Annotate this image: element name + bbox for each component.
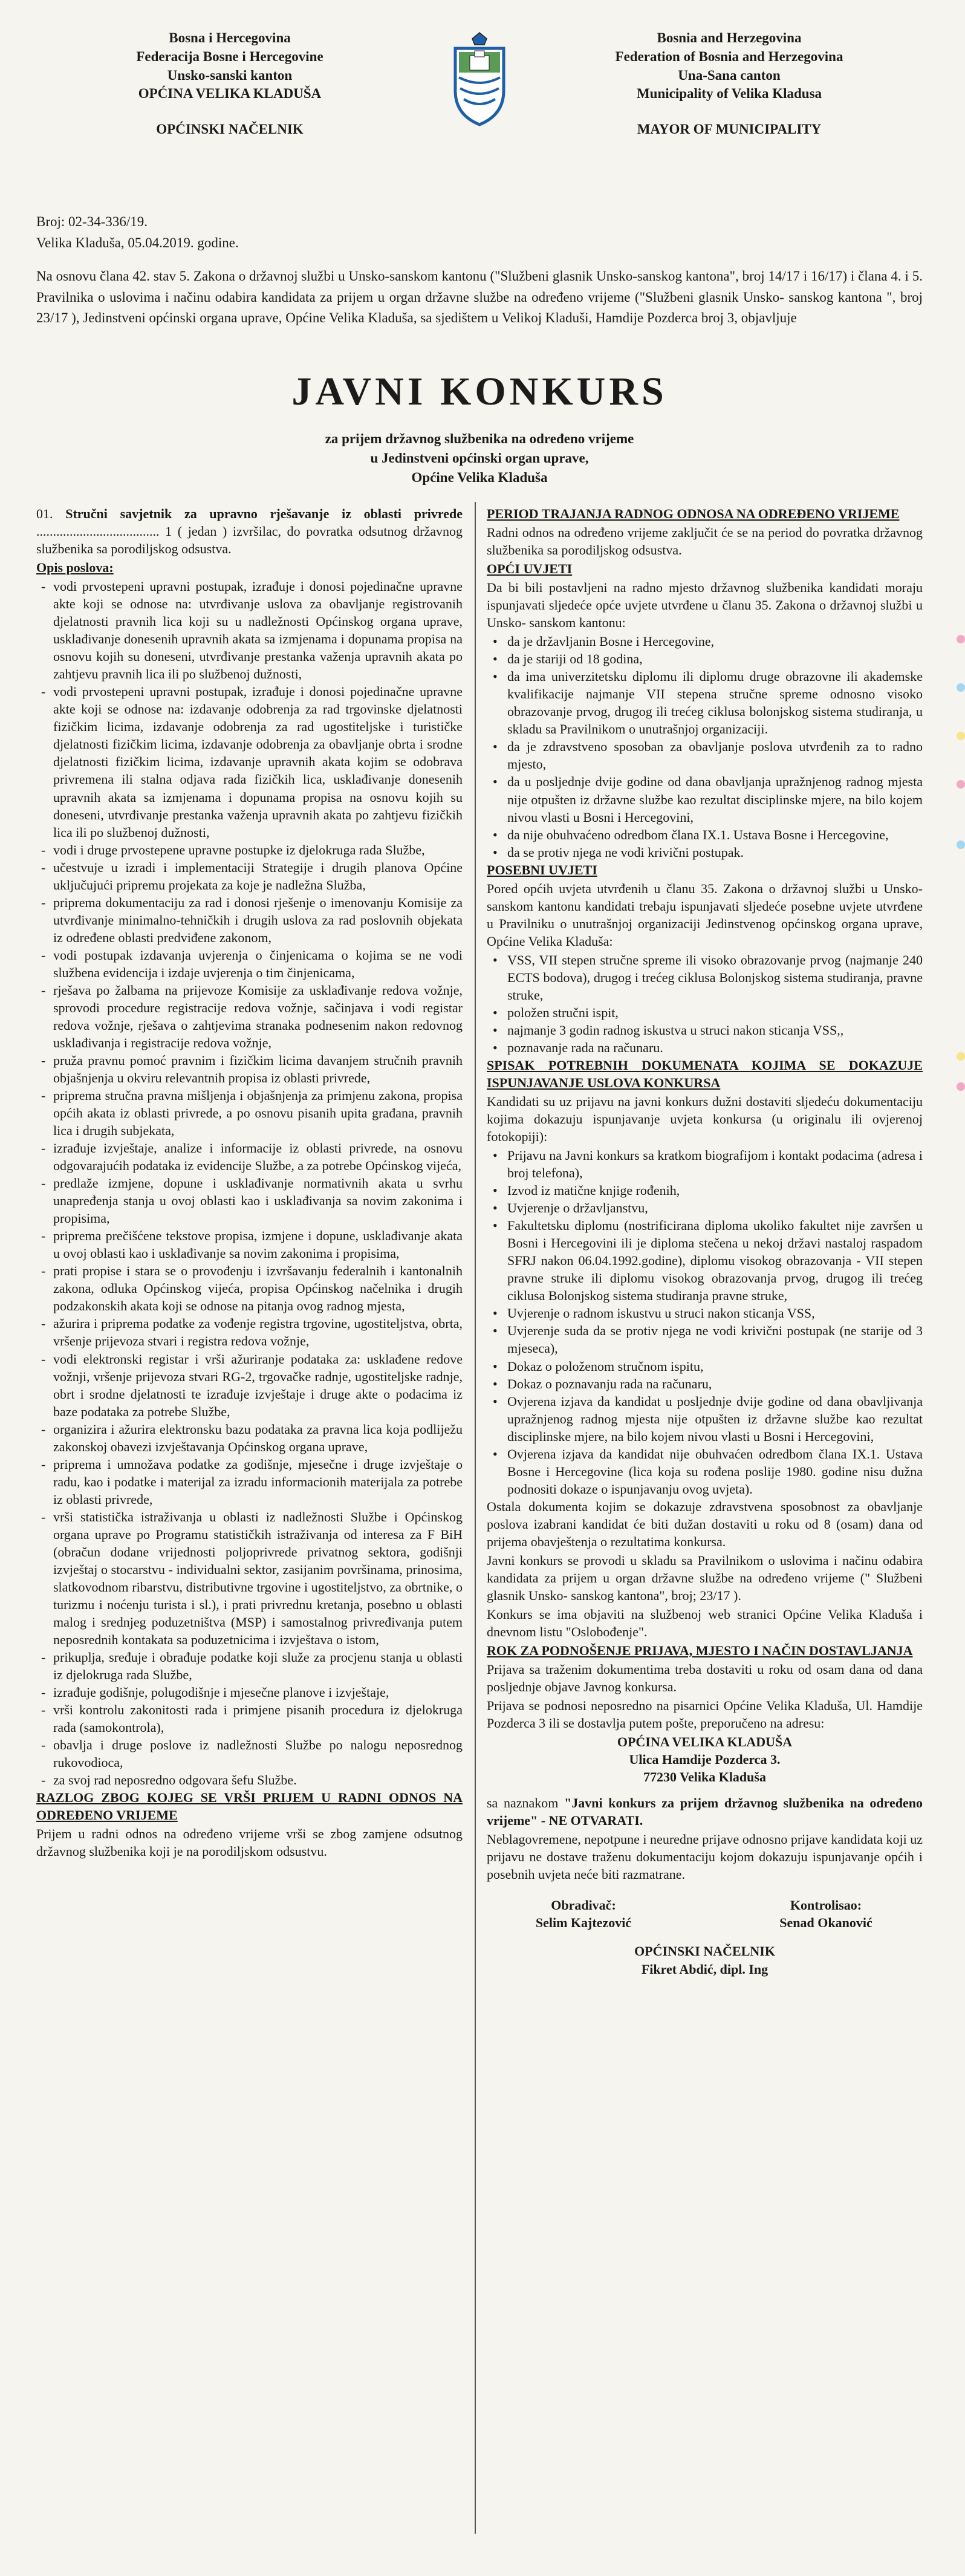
mayor-name: Fikret Abdić, dipl. Ing (641, 1961, 768, 1977)
general-conditions-intro: Da bi bili postavljeni na radno mjesto državnog službenika kandidati moraju ispunjavati sljedeće opće uvjete utvrđene u članu 35. Zakona o državnoj službi u Unsko- sanskom kantonu: (487, 580, 923, 631)
position-number: 01. (36, 506, 53, 521)
print-registration-dot (957, 635, 965, 643)
newspaper-page (36, 18, 923, 2558)
deadline-heading: ROK ZA PODNOŠENJE PRIJAVA, MJESTO I NAČIN DOSTAVLJANJA (487, 1643, 913, 1658)
documents-heading: SPISAK POTREBNIH DOKUMENATA KOJIMA SE DOKAZUJE ISPUNJAVANJE USLOVA KONKURSA (487, 1057, 923, 1090)
header-left-role: OPĆINSKI NAČELNIK (156, 122, 304, 137)
duty-item: - obavlja i druge poslove iz nadležnosti Službe po nalogu neposrednog rukovodioca, (36, 1736, 463, 1771)
duty-item: - pruža pravnu pomoć pravnim i fizičkim licima davanjem stručnih pravnih objašnjenja u okviru relevantnih propisa iz oblasti privrede, (36, 1052, 463, 1087)
period-heading: PERIOD TRAJANJA RADNOG ODNOSA NA ODREĐENO VRIJEME (487, 506, 900, 521)
signatures (487, 1896, 923, 1931)
duty-item: - izrađuje godišnje, polugodišnje i mjesečne planove i izvještaje, (36, 1683, 463, 1701)
document-item: • Ovjerena izjava da kandidat nije obuhvaćen odredbom člana IX.1. Ustava Bosne i Hercegovine (lica koja su rođena poslije 1980. godine nisu dužna podnositi dokaze o ispunjavanju ovog uvjeta). (487, 1445, 923, 1498)
special-conditions-list (487, 951, 923, 1056)
document-header (36, 18, 923, 200)
duty-item: - vodi prvostepeni upravni postupak, izrađuje i donosi pojedinačne upravne akte koji se odnose na: utvrđivanje uslova za obavljanje registrovanih djelatnosti pravnih lica koji su u nadležnosti Općinskog organa uprave, usklađivanje donesenih upravnih akata sa izmjenama i dopunama propisa na osnovu kojih su doneseni, utvrđivanje prestanka važenja upravnih akata po zahtjevu pravnih lica ili po službenoj dužnosti, (36, 577, 463, 683)
signature-label: Kontrolisao: (790, 1898, 862, 1913)
print-registration-dot (957, 780, 965, 789)
print-registration-dot (957, 683, 965, 692)
duties-heading: Opis poslova: (36, 560, 114, 576)
page-subtitle (278, 429, 681, 488)
document-item: • Prijavu na Javni konkurs sa kratkom biografijom i kontakt podacima (adresa i broj telefona), (487, 1147, 923, 1182)
municipality-crest-icon (449, 30, 510, 127)
duty-item: - izrađuje izvještaje, analize i informacije iz oblasti privrede, na osnovu odgovarajućih podataka iz evidencije Službe, a za potrebe Općinskog vijeća, (36, 1139, 463, 1174)
position-paragraph (36, 505, 463, 558)
duties-list (36, 577, 463, 1789)
header-left-line: Bosna i Hercegovina (169, 30, 291, 45)
right-column (487, 505, 923, 1978)
duty-item: - vodi i druge prvostepene upravne postupke iz djelokruga rada Službe, (36, 841, 463, 859)
envelope-note (487, 1794, 923, 1829)
document-meta (36, 212, 923, 253)
subtitle-line: Općine Velika Kladuša (411, 470, 548, 486)
duty-item: - rješava po žalbama na prijevoze Komisije za usklađivanje redova vožnje, sprovodi procedure registracije redova vožnje, sačinjava i vodi registar redova vožnje, rješava o zahtjevima stranaka podnesenim nakon redovnog usklađivanja i registracije redova vožnje, (36, 981, 463, 1052)
document-item: • Fakultetsku diplomu (nostrificirana diploma ukoliko fakultet nije završen u Bosni i Hercegovini ili je diploma stečena u nekoj državi nastaloj raspadom SFRJ nakon 06.04.1992.godine), diplomu visokog obrazovanja - VII stepen pravne struke ili diplomu visokog obrazovanja prvog, drugog ili trećeg ciklusa Bolonjskog sistema studiranja pravne struke, (487, 1217, 923, 1304)
mayor-signature (487, 1942, 923, 1977)
header-left-line: Unsko-sanski kanton (167, 67, 293, 83)
address-line: Ulica Hamdije Pozderca 3. (629, 1752, 781, 1768)
general-condition-item: • da se protiv njega ne vodi krivični postupak. (487, 844, 923, 861)
duty-item: - prati propise i stara se o provođenju i izvršavanju federalnih i kantonalnih zakona, odluka Općinskog vijeća, propisa Općinskog načelnika i drugih podzakonskih akata koji se odnose na pitanja ovog radnog mjesta, (36, 1262, 463, 1315)
mayor-role: OPĆINSKI NAČELNIK (634, 1943, 775, 1959)
duty-item: - priprema prečišćene tekstove propisa, izmjene i dopune, usklađivanje akata u ovoj oblasti kao i usklađivanje sa novim zakonima i propisima, (36, 1227, 463, 1262)
document-item: • Uvjerenje suda da se protiv njega ne vodi krivični postupak (ne starije od 3 mjeseca), (487, 1322, 923, 1357)
address-line: OPĆINA VELIKA KLADUŠA (617, 1734, 793, 1750)
header-right-line: Municipality of Velika Kladusa (636, 86, 822, 102)
special-condition-item: • najmanje 3 godin radnog iskustva u struci nakon sticanja VSS,, (487, 1021, 923, 1039)
print-registration-dot (957, 732, 965, 740)
mailing-address (487, 1733, 923, 1786)
signature-name: Selim Kajtezović (535, 1915, 632, 1931)
period-text: Radni odnos na određeno vrijeme zaključit će se na period do povratka državnog službenika sa porodiljskog odsustva. (487, 525, 923, 558)
print-registration-dot (957, 1052, 965, 1061)
documents-note: Javni konkurs se provodi u skladu sa Pravilnikom o uslovima i načinu odabira kandidata za prijem u organ državne službe na određeno vrijeme (" Službeni glasnik Unsko- sanskog kantona", broj; 23/17 ). (487, 1552, 923, 1603)
special-condition-item: • poznavanje rada na računaru. (487, 1039, 923, 1056)
header-left-line: Federacija Bosne i Hercegovine (136, 48, 323, 64)
reason-heading: RAZLOG ZBOG KOJEG SE VRŠI PRIJEM U RADNI ODNOS NA ODREĐENO VRIJEME (36, 1790, 463, 1823)
general-condition-item: • da je zdravstveno sposoban za obavljanje poslova utvrđenih za to radno mjesto, (487, 738, 923, 773)
duty-item: - vodi postupak izdavanja uvjerenja o činjenicama o kojima se ne vodi službena evidencija i izdaje uvjerenja o tim činjenicama, (36, 946, 463, 981)
reason-text: Prijem u radni odnos na određeno vrijeme vrši se zbog zamjene odsutnog državnog službenika koji je na porodiljskom odsustvu. (36, 1826, 463, 1859)
general-conditions-list (487, 633, 923, 860)
print-registration-dot (957, 1082, 965, 1091)
position-rest: ..................................... 1 ( jedan ) izvršilac, do povratka odsutnog državnog službenika sa porodiljskog odsustva. (36, 524, 463, 557)
print-registration-dot (957, 841, 965, 849)
document-item: • Uvjerenje o državljanstvu, (487, 1199, 923, 1217)
general-condition-item: • da u posljednje dvije godine od dana obavljanja upražnjenog radnog mjesta nije otpušten iz državne službe kao rezultat disciplinske mjere, na bilo kojem nivou vlasti u Bosni i Hercegovini, (487, 773, 923, 825)
envelope-note-prefix: sa naznakom (487, 1795, 565, 1811)
special-condition-item: • VSS, VII stepen stručne spreme ili visoko obrazovanje prvog (najmanje 240 ECTS bodova), drugog i trećeg ciklusa Bolonjskog sistema studiranja, pravne struke, (487, 951, 923, 1004)
intro-paragraph: Na osnovu člana 42. stav 5. Zakona o državnoj službi u Unsko-sanskom kantonu ("Službeni glasnik Unsko-sanskog kantona", broj 14/17 i 16/17) i člana 4. i 5. Pravilnika o uslovima i načinu odabira kandidata za prijem u organ državne službe na određeno vrijeme ("Službeni glasnik Unsko- sanskog kantona ", broj 23/17 ), Jedinstveni općinski organa uprave, Općine Velika Kladuša, sa sjedištem u Velikoj Kladuši, Hamdije Pozderca broj 3, objavljuje (36, 268, 923, 325)
general-condition-item: • da je stariji od 18 godina, (487, 650, 923, 668)
position-title: Stručni savjetnik za upravno rješavanje iz oblasti privrede (65, 506, 463, 521)
duty-item: - vrši statistička istraživanja u oblasti iz nadležnosti Službe i Općinskog organa uprave po Programu statističkih istraživanja od interesa za F BiH (obračun dodane vrijednosti poljoprivrede privatnog sektora, godišnji izvještaj o stocarstvu - individualni sektor, zasijanim površinama, prinosima, slatkovodnom ribarstvu, distributivne trgovine i ugostiteljstvo, za obrtnike, o turizmu i noćenju turista i sl.), i prati privrednu kretanja, posebno u oblasti malog i srednjeg poduzetništva (MSP) i samostalnog privređivanja putem neposrednih kontakata sa poduzetnicima i izvještava o istom, (36, 1508, 463, 1648)
duty-item: - prikuplja, sređuje i obrađuje podatke koji služe za procjenu stanja u oblasti iz djelokruga rada Službe, (36, 1648, 463, 1683)
duty-item: - priprema stručna pravna mišljenja i objašnjenja za primjenu zakona, propisa općih akata iz oblasti privrede, a po osnovu pisanih upita građana, pravnih lica i drugih subjekata, (36, 1087, 463, 1139)
general-condition-item: • da nije obuhvaćeno odredbom člana IX.1. Ustava Bosne i Hercegovine, (487, 826, 923, 844)
deadline-text: Prijava sa traženim dokumentima treba dostaviti u roku od osam dana od dana posljednje objave Javnog konkursa. (487, 1662, 923, 1695)
signature-name: Senad Okanović (779, 1915, 872, 1931)
left-column (36, 505, 463, 1861)
duty-item: - organizira i ažurira elektronsku bazu podataka za pravna lica koja podliježu zakonskoj obavezi izvještavanja Općinskog organa uprave, (36, 1420, 463, 1456)
duty-item: - za svoj rad neposredno odgovara šefu Službe. (36, 1771, 463, 1789)
special-condition-item: • položen stručni ispit, (487, 1004, 923, 1021)
duty-item: - predlaže izmjene, dopune i usklađivanje normativnih akata u svrhu unapređenja stanja u ovoj oblasti kao i usklađivanja sa novim zakonima i propisima, (36, 1174, 463, 1227)
header-right-line: Una-Sana canton (678, 67, 781, 83)
duty-item: - učestvuje u izradi i implementaciji Strategije i drugih planova Općine uključujući pripremu projekata za koje je nadležna Služba, (36, 859, 463, 894)
general-condition-item: • da ima univerzitetsku diplomu ili diplomu druge obrazovne ili akademske kvalifikacije najmanje VII stepena stručne spreme odnosno visoko obrazovanje prvog, drugog ili trećeg ciklusa bolonjskog sistema studiranja, u skladu sa Pravilnikom o unutrašnjoj organizaciji. (487, 668, 923, 738)
documents-list (487, 1147, 923, 1498)
documents-note: Konkurs se ima objaviti na službenoj web stranici Općine Velika Kladuša i dnevnom listu "Oslobođenje". (487, 1606, 923, 1639)
document-date: Velika Kladuša, 05.04.2019. godine. (36, 235, 239, 250)
documents-intro: Kandidati su uz prijavu na javni konkurs dužni dostaviti sljedeću dokumentaciju kojima dokazuju ispunjavanje uvjeta konkursa (u originalu ili ovjerenoj fotokopiji): (487, 1094, 923, 1145)
signature-controlled (729, 1896, 923, 1931)
documents-note: Ostala dokumenta kojim se dokazuje zdravstvena sposobnost za obavljanje poslova izabrani kandidat će biti dužan dostaviti u roku od 8 (osam) dana od prijema obavještenja o rezultatima konkursa. (487, 1498, 923, 1549)
duty-item: - priprema dokumentaciju za rad i donosi rješenje o imenovanju Komisije za utvrđivanje minimalno-tehničkih i drugih uslova za rad poslovnih objekata iz određene oblasti predviđene zakonom, (36, 894, 463, 946)
general-conditions-heading: OPĆI UVJETI (487, 561, 573, 577)
header-left-block (60, 29, 399, 139)
subtitle-line: za prijem državnog službenika na određeno vrijeme (325, 431, 634, 446)
document-item: • Uvjerenje o radnom iskustvu u struci nakon sticanja VSS, (487, 1304, 923, 1322)
signature-processed (487, 1896, 680, 1931)
duty-item: - vodi prvostepeni upravni postupak, izrađuje i donosi pojedinačne upravne akte koji se odnose na: izdavanje odobrenja za rad trgovinske djelatnosti fizičkim licima, izdavanje odobrenja za rad ugostiteljske i turističke djelatnosti fizičkim licima, izdavanje odobrenja za obavljanje obrta i srodne djelatnosti fizičkim licima, izdavanje upravnih akata kojim se odobrava privremena ili stalna odjava rada fizičkih lica, usklađivanje donesenih upravnih akata sa izmjenama i dopunama propisa na osnovu kojih su doneseni, utvrđivanje prestanka važenja upravnih akata po zahtjevu fizičkih lica ili po službenoj dužnosti, (36, 683, 463, 841)
duty-item: - vodi elektronski registar i vrši ažuriranje podataka za: usklađene redove vožnji, vršenje prijevoza stvari RG-2, trgovačke radnje, ugostiteljske radnje, obrt i srodne djelatnosti te izrađuje izvještaje i druge akte o podacima iz baze podataka za potrebe Službe, (36, 1350, 463, 1420)
document-item: • Dokaz o poznavanju rada na računaru, (487, 1375, 923, 1393)
document-item: • Ovjerena izjava da kandidat u posljednje dvije godine od dana obavljivanja upražnjenog radnog mjesta nije otpušten iz državne službe kao rezultat disciplinske mjere, na bilo kojem nivou vlasti u Bosni i Hercegovini, (487, 1393, 923, 1445)
special-conditions-intro: Pored općih uvjeta utvrđenih u članu 35. Zakona o državnoj službi u Unsko-sanskom kantonu kandidati trebaju ispunjavati sljedeće posebne uvjete utvrđene u Pravilniku o unutrašnjoj organizaciji Jedinstvenog općinskog organa uprave, Općine Velika Kladuša: (487, 880, 923, 949)
header-left-line: OPĆINA VELIKA KLADUŠA (138, 86, 322, 102)
document-item: • Izvod iz matične knjige rođenih, (487, 1182, 923, 1199)
deadline-text: Prijava se podnosi neposredno na pisarnici Općine Velika Kladuša, Ul. Hamdije Pozderca 3 ili se dostavlja putem pošte, preporučeno na adresu: (487, 1698, 923, 1731)
header-right-line: Federation of Bosnia and Herzegovina (615, 48, 843, 64)
subtitle-line: u Jedinstveni općinski organ uprave, (370, 450, 589, 466)
address-line: 77230 Velika Kladuša (643, 1769, 766, 1785)
header-right-line: Bosnia and Herzegovina (657, 30, 802, 45)
document-number: Broj: 02-34-336/19. (36, 214, 148, 229)
special-conditions-heading: POSEBNI UVJETI (487, 862, 597, 877)
column-divider (475, 502, 476, 2534)
general-condition-item: • da je državljanin Bosne i Hercegovine, (487, 633, 923, 650)
signature-label: Obradivač: (551, 1898, 616, 1913)
header-right-block (560, 29, 898, 139)
duty-item: - ažurira i priprema podatke za vođenje registra trgovine, ugostiteljstva, obrta, vršenje prijevoza stvari i registra redova vožnje, (36, 1315, 463, 1350)
invalid-applications-note: Neblagovremene, nepotpune i neuredne prijave odnosno prijave kandidata koji uz prijavu ne dostave traženu dokumentaciju kojom dokazuju ispunjavanje općih i posebnih uvjeta neće biti razmatrane. (487, 1832, 923, 1882)
envelope-note-bold: "Javni konkurs za prijem državnog službenika na određeno vrijeme" - NE OTVARATI. (487, 1795, 923, 1829)
duty-item: - priprema i umnožava podatke za godišnje, mjesečne i druge izvještaje o radu, kao i podatke i materijal za izradu informacionih materijala za potrebe iz oblasti privrede, (36, 1456, 463, 1508)
page-title: JAVNI KONKURS (291, 369, 668, 414)
document-item: • Dokaz o položenom stručnom ispitu, (487, 1358, 923, 1375)
header-right-role: MAYOR OF MUNICIPALITY (637, 122, 822, 137)
duty-item: - vrši kontrolu zakonitosti rada i primjene pisanih procedura iz djelokruga rada (samokontrola), (36, 1701, 463, 1736)
